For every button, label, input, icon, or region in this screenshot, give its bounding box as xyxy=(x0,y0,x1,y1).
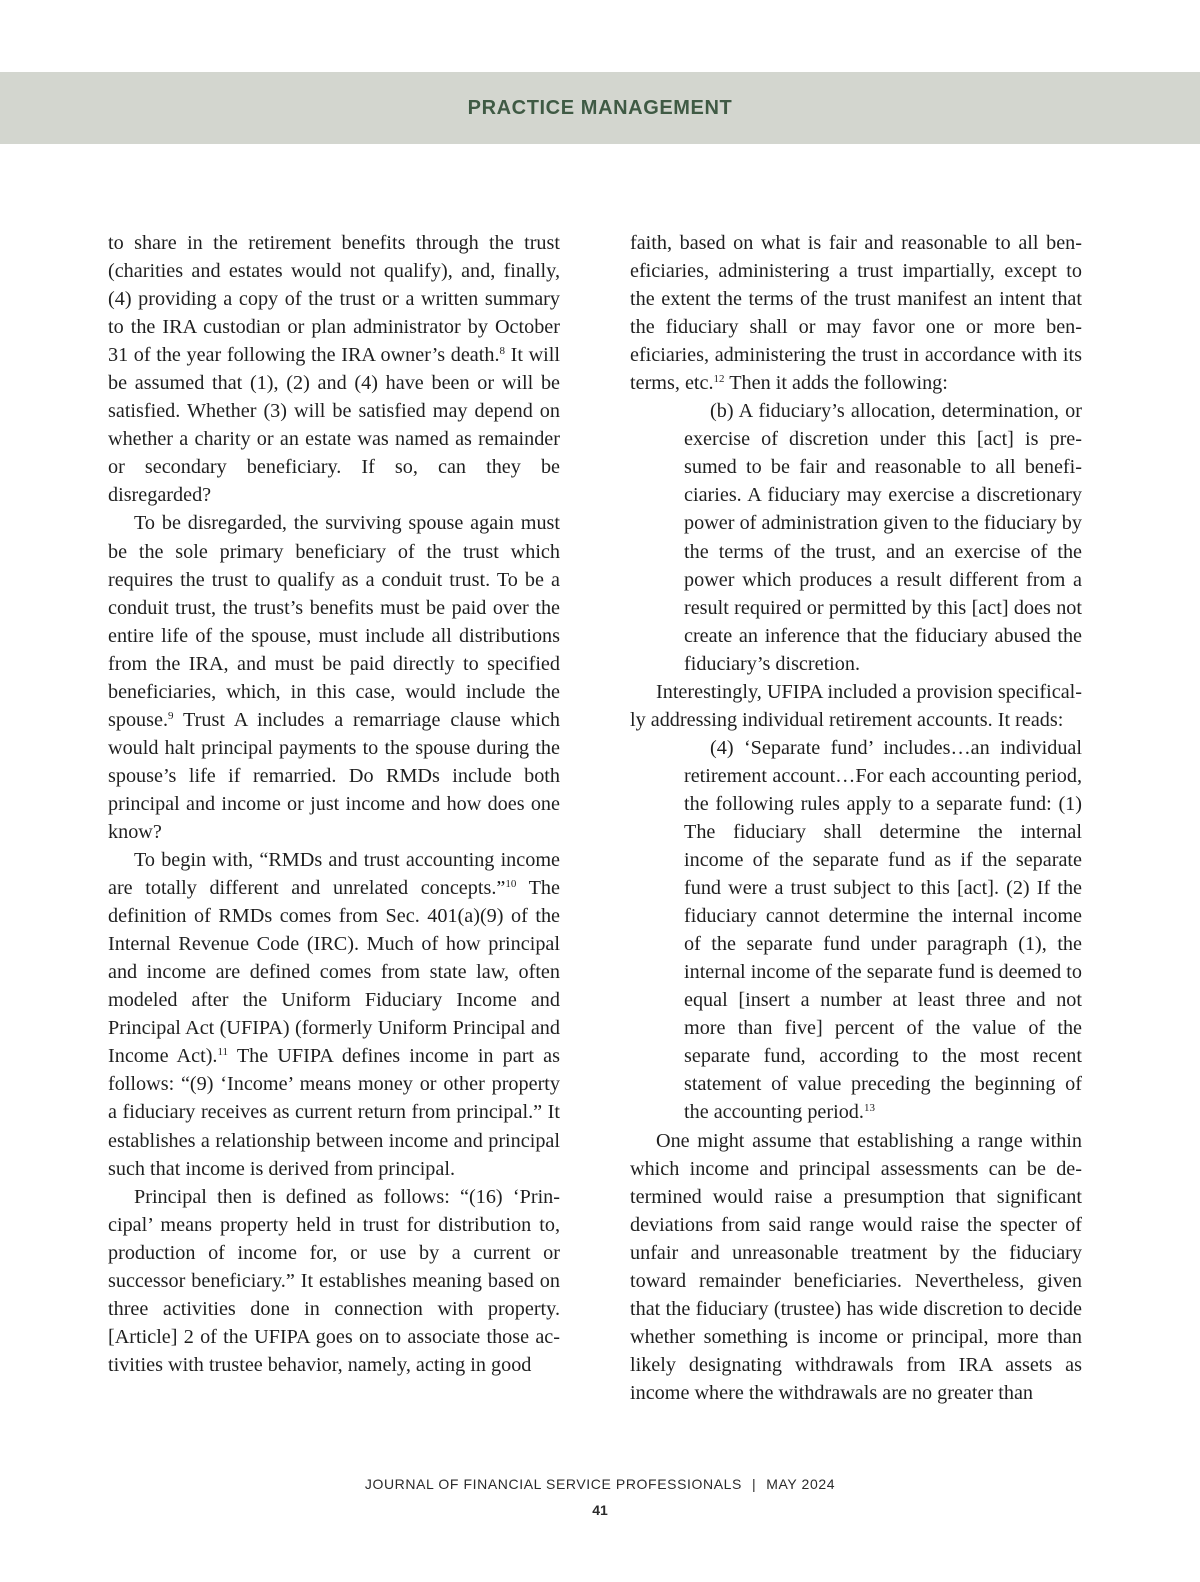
paragraph-text: Then it adds the following: xyxy=(724,372,948,395)
paragraph-text: Principal then is defined as follows: “(16) ‘Principal’ means property held in trust for distribution to, production of income for, or use by a current or successor beneficiary.” It establishes meaning based on three activities done in connection with property. [Article] 2 of the UFIPA goes on to associate those activities with trustee behavior, namely, acting in good xyxy=(108,1185,560,1376)
paragraph-text: One might assume that establishing a range within which income and principal assessments can be determined would raise a presumption that significant deviations from said range would raise the specter of unfair and unreasonable treatment by the fiduciary toward remainder beneficiaries. Nevertheless, given that the fiduciary (trustee) has wide discretion to decide whether something is income or principal, more than likely designating withdrawals from IRA assets as income where the withdrawals are no greater than xyxy=(630,1129,1082,1404)
left-column xyxy=(108,229,560,1379)
footnote-ref[interactable]: 13 xyxy=(863,1102,875,1115)
footer-separator: | xyxy=(751,1476,757,1492)
issue-date: MAY 2024 xyxy=(766,1476,836,1492)
paragraph-text: Trust A includes a remarriage clause which would halt principal payments to the spouse during the spouse’s life if remarried. Do RMDs include both principal and income or just income and how does one know? xyxy=(108,708,560,843)
left-paragraph-3 xyxy=(108,846,560,1183)
quote-text: (4) ‘Separate fund’ includes…an individual retirement account…For each accounting period, the following rules apply to a separate fund: (1) The fiduciary shall determine the internal income of the separate fund as if the separate fund were a trust subject to this [act]. (2) If the fiduciary cannot determine the internal income of the separate fund under paragraph (1), the internal income of the separate fund is deemed to equal [insert a number at least three and not more than five] percent of the value of the separate fund, according to the most recent statement of value preceding the beginning of the accounting period. xyxy=(684,736,1082,1124)
right-paragraph-2 xyxy=(630,678,1082,734)
journal-name: JOURNAL OF FINANCIAL SERVICE PROFESSIONALS xyxy=(364,1476,742,1492)
paragraph-text: The definition of RMDs comes from Sec. 401(a)(9) of the Internal Revenue Code (IRC). Much of how principal and income are defined comes from state law, often modeled after the Uniform Fiduciary Income and Principal Act (UFIPA) (formerly Uniform Principal and Income Act). xyxy=(108,877,560,1068)
page-number: 41 xyxy=(592,1502,608,1518)
section-header-band xyxy=(0,72,1200,144)
paragraph-text: It will be assumed that (1), (2) and (4) have been or will be satisfied. Whether (3) will be satisfied may depend on whether a charity or an estate was named as remainder or secondary beneficiary. If so, can they be disregarded? xyxy=(108,344,560,507)
paragraph-text: faith, based on what is fair and reasonable to all beneficiaries, administering a trust impartially, except to the extent the terms of the trust manifest an intent that the fiduciary shall or may favor one or more beneficiaries, administering the trust in accordance with its terms, etc. xyxy=(630,232,1082,395)
block-quote-1 xyxy=(684,397,1082,677)
right-column xyxy=(630,229,1082,1407)
paragraph-text: To begin with, “RMDs and trust accounting income are totally different and unrelated concepts.” xyxy=(108,849,560,900)
footnote-ref[interactable]: 10 xyxy=(505,878,517,891)
paragraph-text: To be disregarded, the surviving spouse again must be the sole primary beneficiary of the trust which requires the trust to qualify as a conduit trust. To be a conduit trust, the trust’s benefits must be paid over the entire life of the spouse, must include all distributions from the IRA, and must be paid directly to specified beneficiaries, which, in this case, would include the spouse. xyxy=(108,512,560,731)
paragraph-text: The UFIPA defines income in part as follows: “(9) ‘Income’ means money or other property a fiduciary receives as current return from principal.” It establishes a relationship between income and principal such that income is derived from principal. xyxy=(108,1045,560,1180)
paragraph-text: Interestingly, UFIPA included a provision specifically addressing individual retirement accounts. It reads: xyxy=(630,680,1082,731)
quote-text: (b) A fiduciary’s allocation, determination, or exercise of discretion under this [act] is presumed to be fair and reasonable to all beneficiaries. A fiduciary may exercise a discretionary power of administration given to the fiduciary by the terms of the trust, and an exercise of the power which produces a result different from a result required or permitted by this [act] does not create an inference that the fiduciary abused the fiduciary’s discretion. xyxy=(684,400,1082,675)
footnote-ref[interactable]: 8 xyxy=(499,345,506,358)
footnote-ref[interactable]: 9 xyxy=(168,709,174,722)
right-paragraph-3 xyxy=(630,1127,1082,1407)
block-quote-2 xyxy=(684,734,1082,1127)
paragraph-text: to share in the retirement benefits through the trust (charities and estates would not qualify), and, finally, (4) providing a copy of the trust or a written summary to the IRA custodian or plan administrator by October 31 of the year following the IRA owner’s death. xyxy=(108,232,560,367)
footnote-ref[interactable]: 12 xyxy=(713,373,725,386)
section-title: PRACTICE MANAGEMENT xyxy=(467,96,733,119)
page-footer xyxy=(0,1476,1200,1518)
left-paragraph-1 xyxy=(108,229,560,509)
left-paragraph-2 xyxy=(108,509,560,846)
left-paragraph-4 xyxy=(108,1183,560,1379)
footnote-ref[interactable]: 11 xyxy=(217,1046,229,1059)
footer-journal-line xyxy=(0,1476,1200,1492)
right-paragraph-1 xyxy=(630,229,1082,397)
